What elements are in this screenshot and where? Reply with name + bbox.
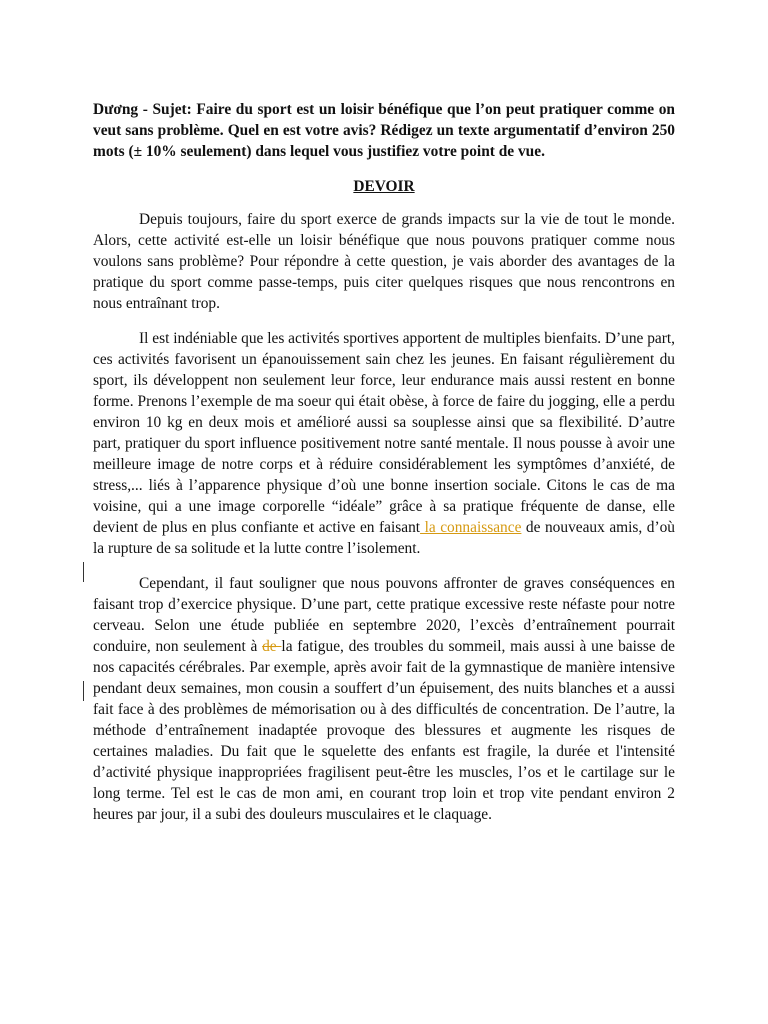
change-bar-deletion [83,681,84,701]
paragraph-advantages [93,328,675,559]
change-bar-insertion [83,562,84,582]
tracked-insertion[interactable]: la connaissance [420,519,522,536]
paragraph-advantages-text-before: Il est indéniable que les activités sportives apportent de multiples bienfaits. D’une part, ces activités favorisent un épanouissement sain chez les jeunes. En faisant régulièrement du sport, ils développent non seulement leur force, leur endurance mais aussi restent en bonne forme. Prenons l’exemple de ma soeur qui était obèse, à force de faire du jogging, elle a perdu environ 10 kg en deux mois et amélioré aussi sa souplesse ainsi que sa flexibilité. D’autre part, pratiquer du sport influence positivement notre santé mentale. Il nous pousse à avoir une meilleure image de notre corps et à réduire considérablement les symptômes d’anxiété, de stress,... liés à l’apparence physique d’où une bonne insertion sociale. Citons le cas de ma voisine, qui a une image corporelle “idéale” grâce à sa pratique fréquente de danse, elle devient de plus en plus confiante et active en faisant [93,330,675,536]
paragraph-risks-text-before: Cependant, il faut souligner que nous pouvons affronter de graves conséquences en faisant trop d’exercice physique. D’une part, cette pratique excessive reste néfaste pour notre cerveau. Selon une étude publiée en septembre 2020, l’excès d’entraînement pourrait conduire, non seulement à [93,575,675,655]
paragraph-risks [93,573,675,825]
document-heading: DEVOIR [353,178,415,195]
document-body[interactable] [93,99,675,839]
paragraph-risks-text-after: la fatigue, des troubles du sommeil, mais aussi à une baisse de nos capacités cérébrales. Par exemple, après avoir fait de la gymnastique de manière intensive pendant deux semaines, mon cousin a souffert d’un épuisement, des nuits blanches et a aussi fait face à des problèmes de mémorisation ou à des difficultés de concentration. De l’autre, la méthode d’entraînement inadaptée provoque des blessures et augmente les risques de certaines maladies. Du fait que le squelette des enfants est fragile, la durée et l'intensité d’activité physique inappropriées fragilisent peut-être les muscles, l’os et le cartilage sur le long terme. Tel est le cas de mon ami, en courant trop loin et trop vite pendant environ 2 heures par jour, il a subi des douleurs musculaires et le claquage. [93,638,676,823]
tracked-deletion[interactable]: de [262,638,282,655]
paragraph-advantages-text-after: de nouveaux amis, d’où la rupture de sa solitude et la lutte contre l’isolement. [93,519,675,557]
essay-prompt: Dương - Sujet: Faire du sport est un loisir bénéfique que l’on peut pratiquer comme on veut sans problème. Quel en est votre avis? Rédigez un texte argumentatif d’environ 250 mots (± 10% seulement) dans lequel vous justifiez votre point de vue. [93,101,675,160]
paragraph-introduction: Depuis toujours, faire du sport exerce de grands impacts sur la vie de tout le monde. Alors, cette activité est-elle un loisir bénéfique que nous pouvons pratiquer comme nous voulons sans problème? Pour répondre à cette question, je vais aborder des avantages de la pratique du sport comme passe-temps, puis citer quelques risques que nous rencontrons en nous entraînant trop. [93,211,675,312]
